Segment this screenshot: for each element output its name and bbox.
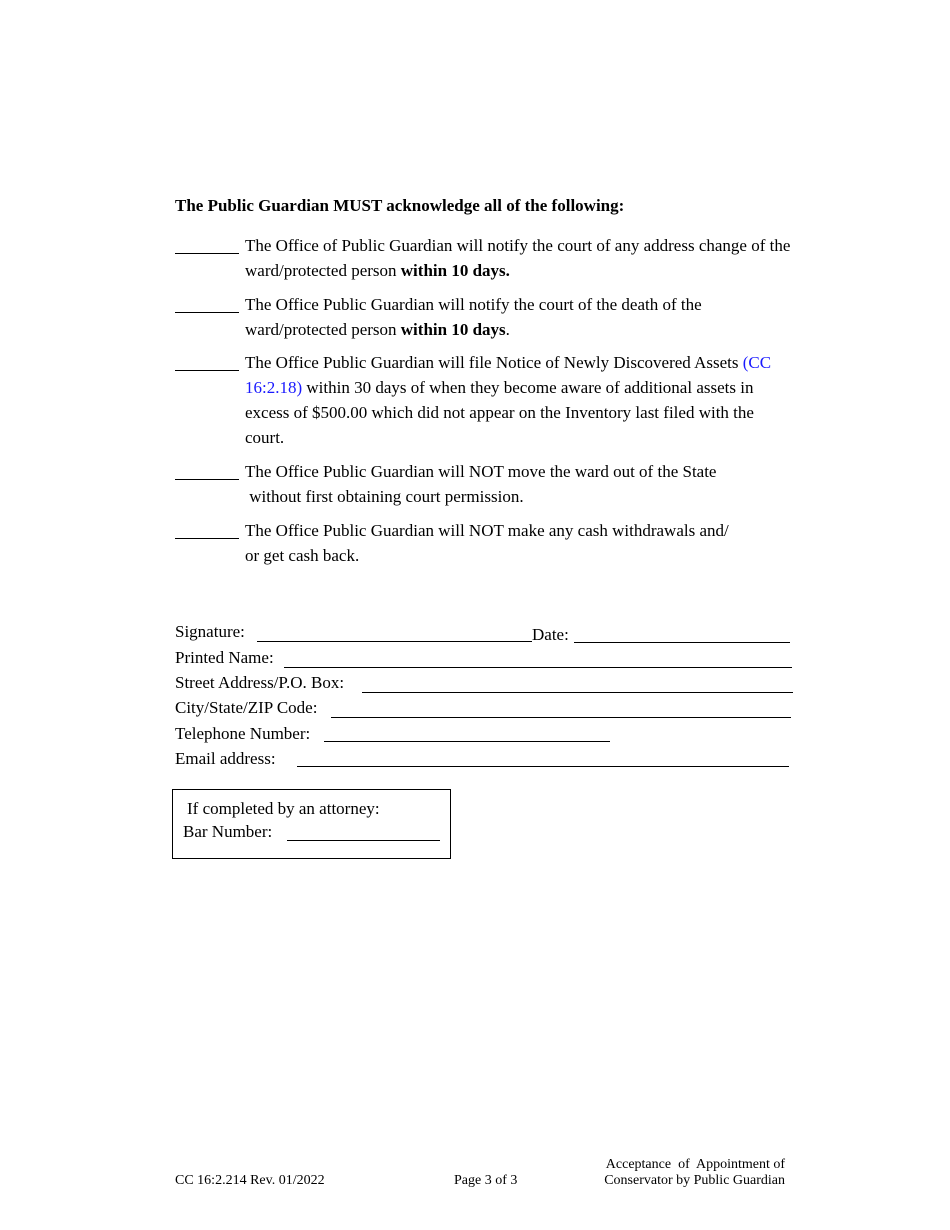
telephone-line[interactable] <box>324 741 610 742</box>
acknowledgment-text-2: The Office Public Guardian will notify the court of the death of the ward/protected person within 10 days. <box>245 295 702 339</box>
form-reference-link[interactable]: (CC 16:2.18) <box>245 353 772 397</box>
email-line[interactable] <box>297 766 789 767</box>
initial-blank-3[interactable] <box>175 350 239 371</box>
city-state-zip-line[interactable] <box>331 717 791 718</box>
bar-number-line[interactable] <box>287 840 440 841</box>
attorney-box <box>172 789 451 859</box>
emphasis-text: within 10 days. <box>400 261 510 280</box>
city-state-zip-label: City/State/ZIP Code: <box>175 698 318 717</box>
acknowledgment-item-4 <box>175 459 795 509</box>
acknowledgment-item-5 <box>175 518 795 568</box>
date-line[interactable] <box>574 642 790 643</box>
signature-label: Signature: <box>175 622 245 641</box>
date-label: Date: <box>532 625 569 644</box>
attorney-box-title: If completed by an attorney: <box>187 799 380 818</box>
initial-blank-2[interactable] <box>175 292 239 313</box>
printed-name-line[interactable] <box>284 667 792 668</box>
emphasis-text: within 10 days <box>400 320 506 339</box>
email-label: Email address: <box>175 749 276 768</box>
acknowledgment-text-4: The Office Public Guardian will NOT move the ward out of the State without first obtaining court permission. <box>245 462 717 506</box>
acknowledgment-item-2 <box>175 292 795 342</box>
footer-form-title: Acceptance of Appointment of Conservator by Public Guardian <box>604 1157 785 1188</box>
street-address-line[interactable] <box>362 692 793 693</box>
telephone-label: Telephone Number: <box>175 724 311 743</box>
street-address-label: Street Address/P.O. Box: <box>175 673 345 692</box>
acknowledgment-item-1 <box>175 233 795 283</box>
bar-number-label: Bar Number: <box>183 822 273 841</box>
initial-blank-5[interactable] <box>175 518 239 539</box>
acknowledgment-text-3: The Office Public Guardian will file Notice of Newly Discovered Assets (CC 16:2.18) within 30 days of when they become aware of additional assets in excess of $500.00 which did not appear on the Inventory last filed with the court. <box>245 353 772 447</box>
acknowledgment-item-3 <box>175 350 795 450</box>
footer-form-id: CC 16:2.214 Rev. 01/2022 <box>175 1173 325 1188</box>
signature-line[interactable] <box>257 641 532 642</box>
initial-blank-4[interactable] <box>175 459 239 480</box>
acknowledgment-text-1: The Office of Public Guardian will notify the court of any address change of the ward/protected person within 10 days. <box>245 236 791 280</box>
printed-name-label: Printed Name: <box>175 648 274 667</box>
footer-page-number: Page 3 of 3 <box>454 1173 518 1188</box>
initial-blank-1[interactable] <box>175 233 239 254</box>
section-heading: The Public Guardian MUST acknowledge all of the following: <box>175 196 625 215</box>
acknowledgment-text-5: The Office Public Guardian will NOT make any cash withdrawals and/ or get cash back. <box>245 521 729 565</box>
